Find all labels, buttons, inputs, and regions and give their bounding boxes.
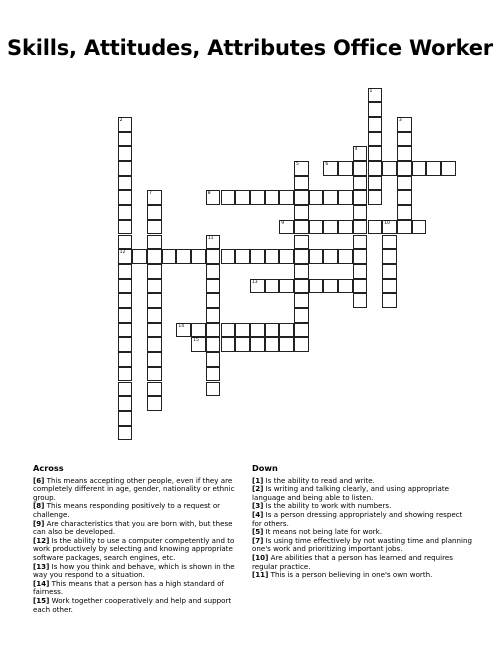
grid-cell[interactable] (206, 190, 221, 205)
cell-number: 14 (178, 323, 185, 329)
grid-cell[interactable] (118, 308, 133, 323)
grid-cell[interactable] (118, 293, 133, 308)
down-clue (252, 511, 472, 528)
clue-text: It means not being late for work. (263, 527, 382, 537)
grid-cell[interactable] (382, 279, 397, 294)
grid-cell[interactable] (294, 176, 309, 191)
cell-number: 8 (207, 191, 211, 197)
grid-cell[interactable] (235, 190, 250, 205)
grid-cell[interactable] (206, 249, 221, 264)
grid-cell[interactable] (118, 205, 133, 220)
grid-cell[interactable] (368, 88, 383, 103)
grid-cell[interactable] (353, 190, 368, 205)
grid-cell[interactable] (309, 190, 324, 205)
grid-cell[interactable] (147, 279, 162, 294)
clue-number: [6] (33, 475, 45, 485)
grid-cell[interactable] (412, 220, 427, 235)
grid-cell[interactable] (147, 190, 162, 205)
grid-cell[interactable] (147, 205, 162, 220)
grid-cell[interactable] (206, 382, 221, 397)
grid-cell[interactable] (368, 117, 383, 132)
grid-cell[interactable] (118, 117, 133, 132)
clue-text: Is writing and talking clearly, and using appropriate language and being able to listen. (252, 484, 449, 502)
grid-cell[interactable] (118, 367, 133, 382)
grid-cell[interactable] (368, 132, 383, 147)
grid-cell[interactable] (338, 279, 353, 294)
grid-cell[interactable] (265, 279, 280, 294)
cell-number: 5 (296, 162, 299, 167)
down-clue (252, 554, 472, 571)
grid-cell[interactable] (206, 337, 221, 352)
grid-cell[interactable] (147, 220, 162, 235)
grid-cell[interactable] (118, 337, 133, 352)
grid-cell[interactable] (294, 205, 309, 220)
grid-cell[interactable] (118, 176, 133, 191)
grid-cell[interactable] (250, 249, 265, 264)
grid-cell[interactable] (147, 323, 162, 338)
grid-cell[interactable] (338, 161, 353, 176)
grid-cell[interactable] (118, 396, 133, 411)
grid-cell[interactable] (221, 249, 236, 264)
grid-cell[interactable] (118, 220, 133, 235)
grid-cell[interactable] (279, 249, 294, 264)
grid-cell[interactable] (221, 337, 236, 352)
clue-text: This is a person believing in one's own worth. (268, 570, 433, 580)
grid-cell[interactable] (353, 279, 368, 294)
grid-cell[interactable] (323, 190, 338, 205)
grid-cell[interactable] (265, 190, 280, 205)
grid-cell[interactable] (353, 146, 368, 161)
grid-cell[interactable] (221, 190, 236, 205)
grid-cell[interactable] (382, 249, 397, 264)
grid-cell[interactable] (250, 279, 265, 294)
clue-number: [13] (33, 561, 50, 571)
puzzle-title: Skills, Attitudes, Attributes Office Worker (7, 36, 493, 60)
grid-cell[interactable] (353, 249, 368, 264)
grid-cell[interactable] (206, 293, 221, 308)
grid-cell[interactable] (309, 279, 324, 294)
cell-number: 15 (193, 338, 199, 344)
down-clue (252, 485, 472, 502)
grid-cell[interactable] (118, 279, 133, 294)
cell-number: 10 (384, 220, 390, 226)
grid-cell[interactable] (118, 190, 133, 205)
clue-text: This means that a person has a high standard of fairness. (33, 578, 224, 597)
grid-cell[interactable] (132, 249, 147, 264)
grid-cell[interactable] (206, 264, 221, 279)
grid-cell[interactable] (206, 323, 221, 338)
grid-cell[interactable] (426, 161, 441, 176)
down-heading: Down (252, 463, 278, 473)
grid-cell[interactable] (147, 382, 162, 397)
grid-cell[interactable] (147, 235, 162, 250)
clue-text: Work together cooperatively and help and support each other. (33, 595, 232, 614)
grid-cell[interactable] (353, 161, 368, 176)
grid-cell[interactable] (118, 161, 133, 176)
grid-cell[interactable] (147, 264, 162, 279)
grid-cell[interactable] (147, 308, 162, 323)
grid-cell[interactable] (338, 220, 353, 235)
grid-cell[interactable] (382, 264, 397, 279)
grid-cell[interactable] (235, 249, 250, 264)
clue-number: [2] (252, 484, 264, 494)
grid-cell[interactable] (147, 293, 162, 308)
grid-cell[interactable] (191, 323, 206, 338)
grid-cell[interactable] (323, 220, 338, 235)
across-clue (33, 580, 245, 597)
clue-text: Is how you think and behave, which is shown in the way you respond to a situation. (33, 561, 235, 580)
down-clue (252, 571, 472, 580)
across-clue (33, 537, 245, 563)
clue-number: [3] (252, 501, 264, 511)
grid-cell[interactable] (382, 161, 397, 176)
grid-cell[interactable] (279, 279, 294, 294)
grid-cell[interactable] (353, 264, 368, 279)
clue-number: [10] (252, 552, 269, 562)
clue-number: [8] (33, 501, 45, 511)
grid-cell[interactable] (118, 352, 133, 367)
grid-cell[interactable] (397, 205, 412, 220)
across-clues (33, 464, 245, 614)
grid-cell[interactable] (176, 323, 191, 338)
grid-cell[interactable] (206, 308, 221, 323)
grid-cell[interactable] (294, 190, 309, 205)
grid-cell[interactable] (162, 249, 177, 264)
clue-number: [15] (33, 595, 50, 605)
grid-cell[interactable] (221, 323, 236, 338)
clue-number: [7] (252, 535, 264, 545)
grid-cell[interactable] (397, 146, 412, 161)
grid-cell[interactable] (206, 279, 221, 294)
grid-cell[interactable] (147, 396, 162, 411)
clue-number: [11] (252, 570, 269, 580)
grid-cell[interactable] (294, 279, 309, 294)
cell-number: 6 (325, 162, 329, 167)
grid-cell[interactable] (118, 323, 133, 338)
grid-cell[interactable] (235, 323, 250, 338)
grid-cell[interactable] (294, 220, 309, 235)
grid-cell[interactable] (323, 279, 338, 294)
grid-cell[interactable] (191, 249, 206, 264)
across-clue (33, 502, 245, 519)
grid-cell[interactable] (191, 337, 206, 352)
clue-text: Is using time effectively by not wasting time and planning one's work and prioritizing important jobs. (252, 535, 473, 554)
grid-cell[interactable] (118, 146, 133, 161)
down-clues (252, 464, 472, 580)
grid-cell[interactable] (353, 293, 368, 308)
grid-cell[interactable] (397, 161, 412, 176)
grid-cell[interactable] (294, 323, 309, 338)
grid-cell[interactable] (294, 264, 309, 279)
clue-number: [14] (33, 578, 50, 588)
grid-cell[interactable] (397, 117, 412, 132)
grid-cell[interactable] (368, 161, 383, 176)
grid-cell[interactable] (382, 293, 397, 308)
grid-cell[interactable] (294, 293, 309, 308)
cell-number: 4 (354, 147, 358, 153)
grid-cell[interactable] (294, 337, 309, 352)
across-clue (33, 477, 245, 503)
cell-number: 12 (119, 250, 126, 256)
grid-cell[interactable] (250, 323, 265, 338)
grid-cell[interactable] (176, 249, 191, 264)
grid-cell[interactable] (294, 308, 309, 323)
grid-cell[interactable] (147, 249, 162, 264)
grid-cell[interactable] (265, 249, 280, 264)
cell-number: 3 (398, 117, 402, 123)
grid-cell[interactable] (323, 249, 338, 264)
grid-cell[interactable] (250, 337, 265, 352)
clue-text: This means accepting other people, even if they are completely different in age, gender, nationality or ethnic group. (33, 475, 235, 502)
grid-cell[interactable] (147, 367, 162, 382)
grid-cell[interactable] (397, 220, 412, 235)
clue-text: Is the ability to work with numbers. (263, 501, 392, 511)
cell-number: 2 (119, 117, 123, 123)
clue-text: Is a person dressing appropriately and showing respect for others. (252, 509, 463, 528)
across-clue (33, 563, 245, 580)
cell-number: 7 (149, 191, 152, 197)
grid-cell[interactable] (206, 235, 221, 250)
grid-cell[interactable] (206, 352, 221, 367)
grid-cell[interactable] (397, 132, 412, 147)
grid-cell[interactable] (382, 235, 397, 250)
grid-cell[interactable] (382, 220, 397, 235)
grid-cell[interactable] (118, 264, 133, 279)
cell-number: 13 (251, 279, 258, 285)
grid-cell[interactable] (323, 161, 338, 176)
grid-cell[interactable] (250, 190, 265, 205)
grid-cell[interactable] (147, 337, 162, 352)
cell-number: 11 (207, 235, 214, 241)
clue-text: Is the ability to read and write. (263, 475, 375, 485)
grid-cell[interactable] (353, 235, 368, 250)
grid-cell[interactable] (441, 161, 456, 176)
grid-cell[interactable] (338, 249, 353, 264)
grid-cell[interactable] (265, 323, 280, 338)
grid-cell[interactable] (118, 426, 133, 441)
cell-number: 1 (369, 88, 373, 94)
clue-text: Are abilities that a person has learned and requires regular practice. (252, 552, 453, 571)
grid-cell[interactable] (353, 176, 368, 191)
clue-number: [4] (252, 509, 264, 519)
cell-number: 9 (281, 220, 285, 226)
grid-cell[interactable] (397, 190, 412, 205)
grid-cell[interactable] (279, 323, 294, 338)
grid-cell[interactable] (118, 382, 133, 397)
grid-cell[interactable] (368, 146, 383, 161)
grid-cell[interactable] (206, 367, 221, 382)
grid-cell[interactable] (147, 352, 162, 367)
grid-cell[interactable] (368, 102, 383, 117)
grid-cell[interactable] (235, 337, 250, 352)
grid-cell[interactable] (338, 190, 353, 205)
grid-cell[interactable] (294, 249, 309, 264)
grid-cell[interactable] (294, 235, 309, 250)
grid-cell[interactable] (368, 176, 383, 191)
grid-cell[interactable] (397, 176, 412, 191)
grid-cell[interactable] (368, 220, 383, 235)
clue-number: [9] (33, 518, 45, 528)
grid-cell[interactable] (353, 220, 368, 235)
grid-cell[interactable] (118, 132, 133, 147)
across-clue (33, 597, 245, 614)
grid-cell[interactable] (279, 220, 294, 235)
grid-cell[interactable] (118, 235, 133, 250)
across-clue (33, 520, 245, 537)
grid-cell[interactable] (368, 190, 383, 205)
grid-cell[interactable] (118, 249, 133, 264)
clue-number: [5] (252, 527, 264, 537)
grid-cell[interactable] (309, 249, 324, 264)
grid-cell[interactable] (412, 161, 427, 176)
grid-cell[interactable] (118, 411, 133, 426)
clue-text: This means responding positively to a request or challenge. (33, 501, 221, 519)
grid-cell[interactable] (279, 190, 294, 205)
grid-cell[interactable] (309, 220, 324, 235)
grid-cell[interactable] (294, 161, 309, 176)
clue-text: Are characteristics that you are born with, but these can also be developed. (33, 518, 233, 537)
down-clue (252, 537, 472, 554)
grid-cell[interactable] (279, 337, 294, 352)
clue-text: Is the ability to use a computer competently and to work productively by selecting and knowing appropriate software packages, search engines, etc. (33, 535, 235, 562)
across-heading: Across (33, 463, 64, 473)
grid-cell[interactable] (265, 337, 280, 352)
clue-number: [12] (33, 535, 50, 545)
clue-number: [1] (252, 475, 264, 485)
grid-cell[interactable] (353, 205, 368, 220)
